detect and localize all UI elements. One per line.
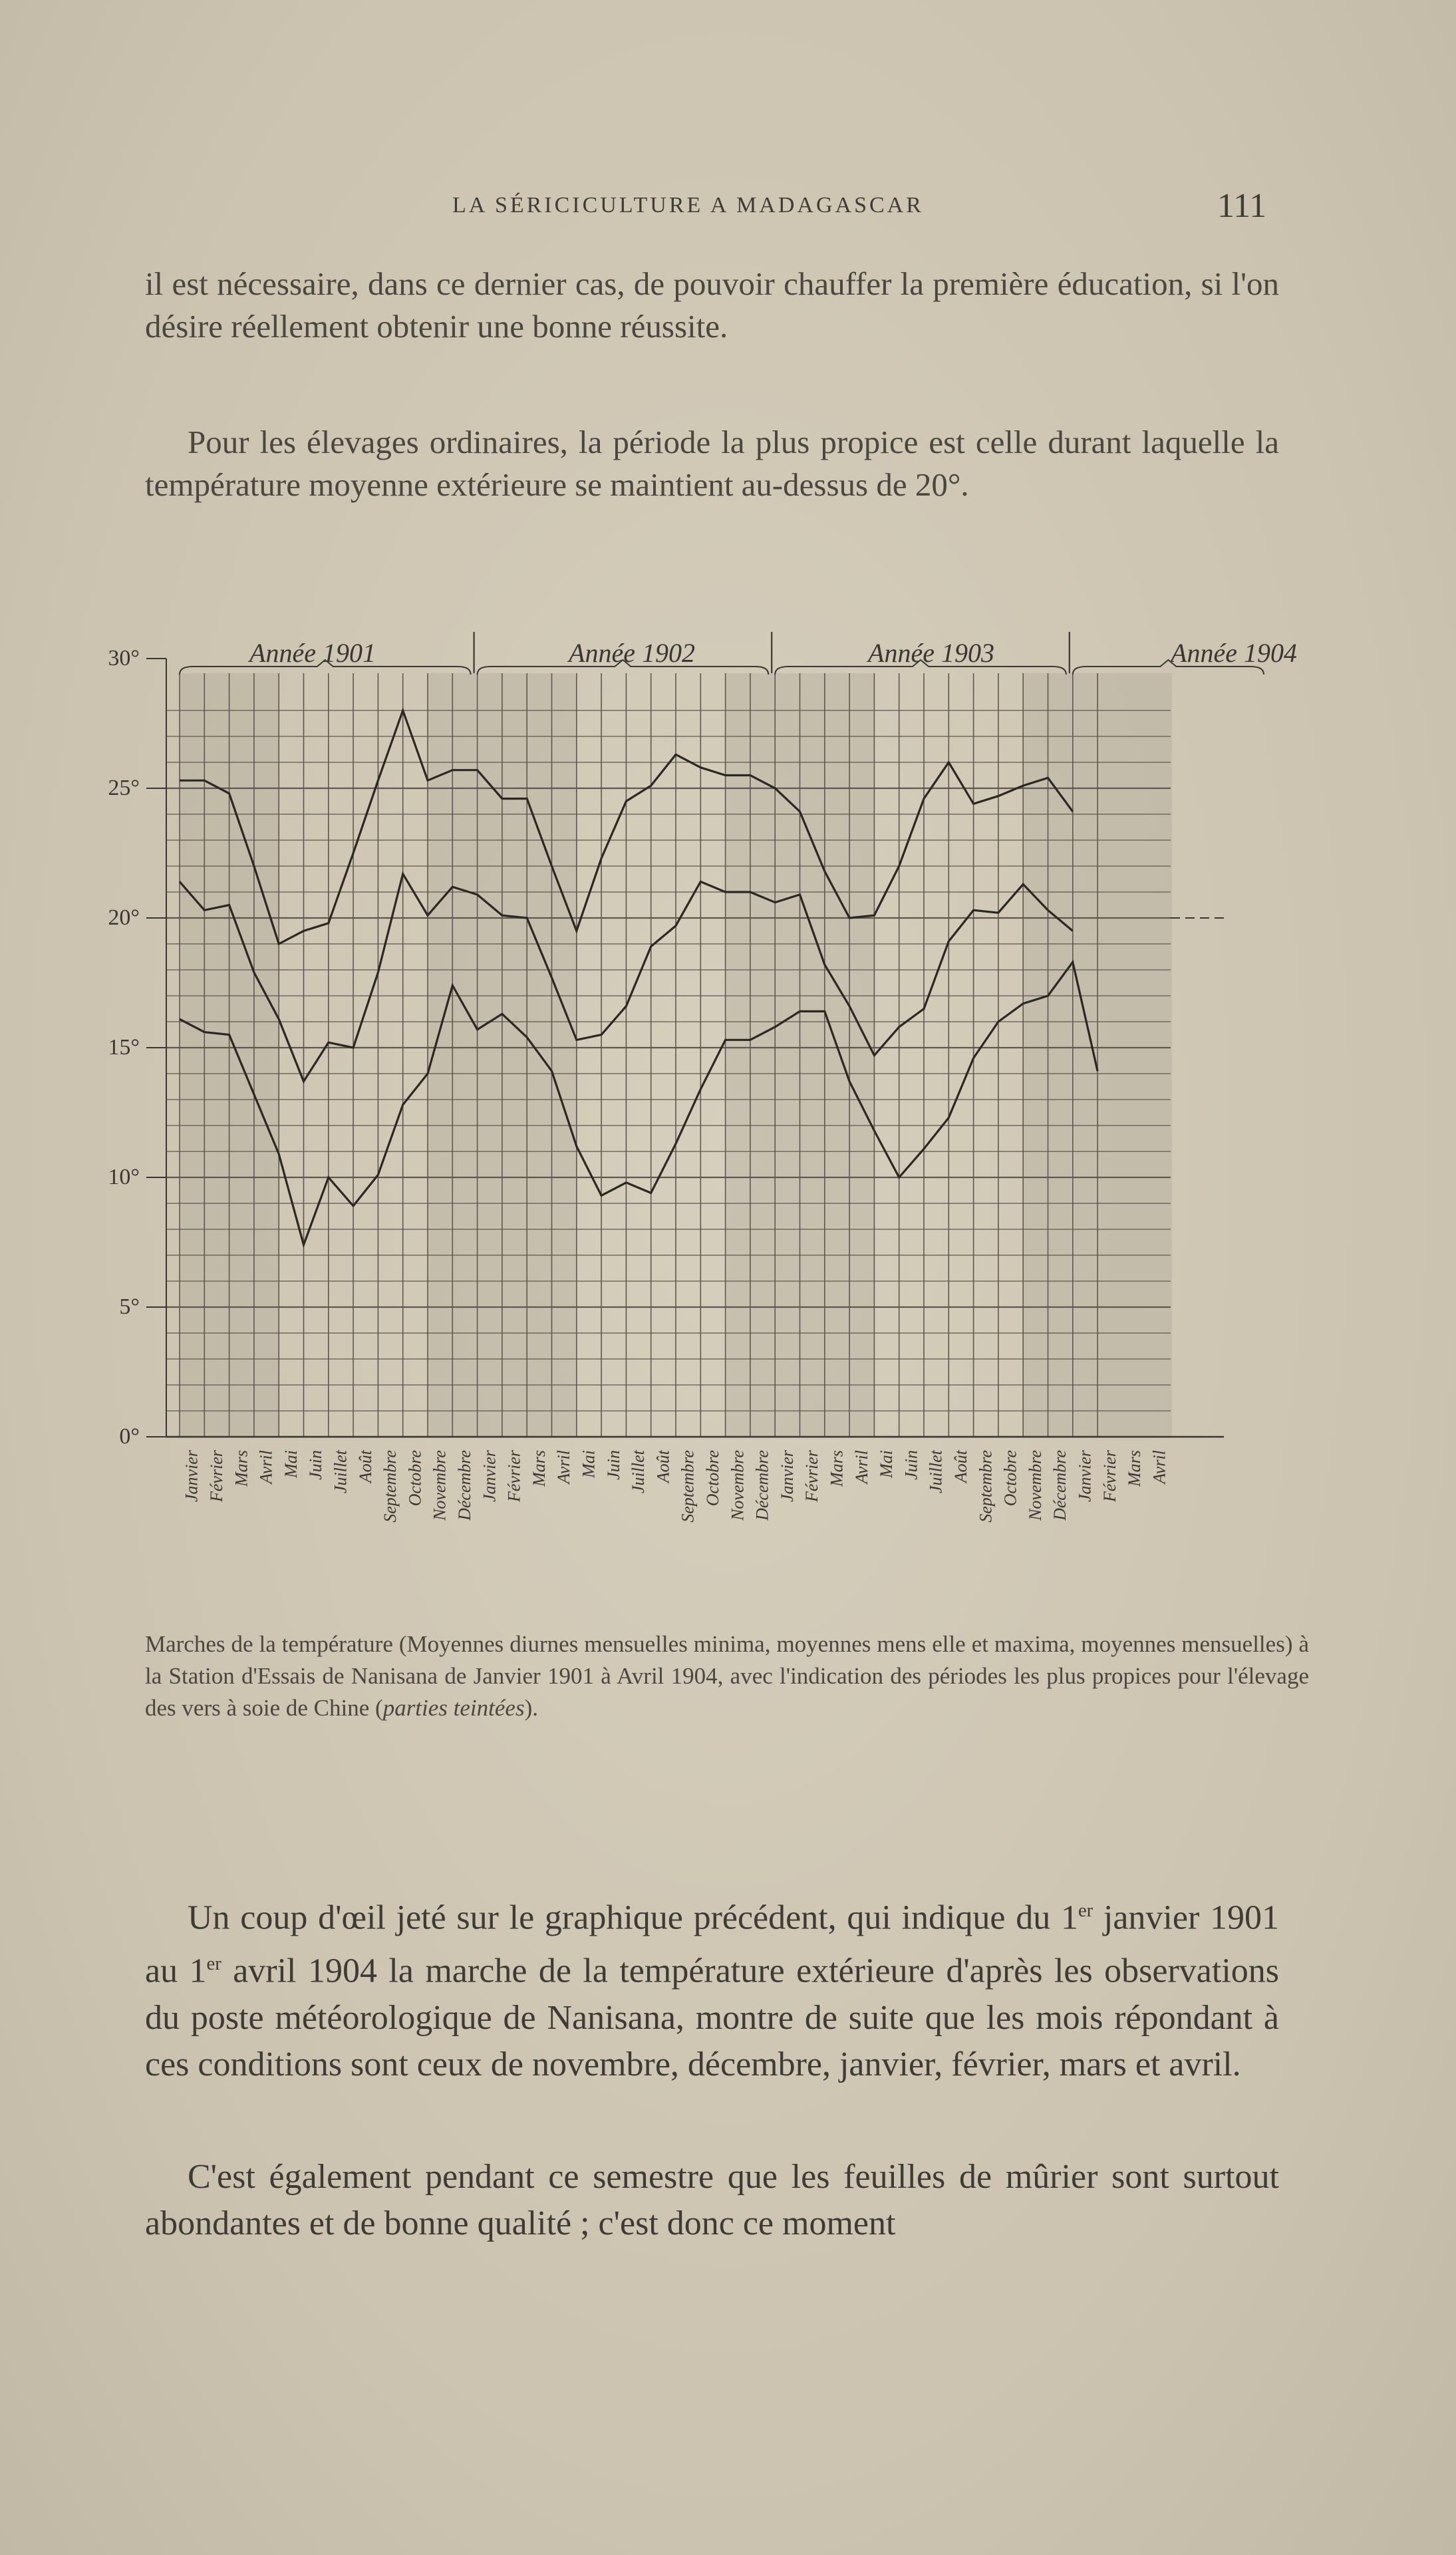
x-tick-label: Novembre xyxy=(728,1450,748,1521)
x-tick-label: Novembre xyxy=(1025,1450,1045,1521)
x-tick-label: Juin xyxy=(603,1450,623,1480)
caption-text: Marches de la température (Moyennes diurnes mensuelles minima, moyennes mens elle et maxima, moyennes mensuelles) à la Station d'Essais de Nanisana de Janvier 1901 à Avril 1904, avec l'indication des périodes les plus propices pour l'élevage des vers à soie de Chine ( xyxy=(145,1631,1309,1721)
x-tick-label: Septembre xyxy=(976,1450,996,1523)
x-tick-label: Novembre xyxy=(430,1450,450,1521)
x-tick-label: Avril xyxy=(851,1450,871,1484)
x-tick-label: Septembre xyxy=(380,1450,400,1523)
temperature-chart xyxy=(0,625,1456,1610)
p1-superscript-1: er xyxy=(1078,1900,1093,1921)
x-tick-label: Juin xyxy=(306,1450,326,1480)
p1-superscript-2: er xyxy=(206,1954,221,1975)
paragraph-continuation: il est nécessaire, dans ce dernier cas, de pouvoir chauffer la première éducation, si l'on désire réellement obtenir une bonne réussite. xyxy=(145,265,1279,345)
p1-part-a: Un coup d'œil jeté sur le graphique précédent, qui indique du 1 xyxy=(188,1898,1078,1937)
caption-italic: parties teintées xyxy=(382,1695,525,1721)
x-tick-label: Janvier xyxy=(777,1450,797,1502)
x-tick-label: Août xyxy=(355,1450,375,1483)
x-tick-label: Mars xyxy=(231,1450,251,1487)
x-tick-label: Février xyxy=(504,1450,524,1502)
x-tick-label: Janvier xyxy=(480,1450,500,1502)
y-tick-label: 15° xyxy=(108,1035,140,1060)
p1-part-c: avril 1904 la marche de la température extérieure d'après les observations du poste météorologique de Nanisana, montre de suite que les mois répondant à ces conditions sont ceux de novembre, décembre, janvier, février, mars et avril. xyxy=(145,1952,1279,2083)
year-label: Année 1904 xyxy=(1171,638,1297,668)
paragraph-coup-doeil xyxy=(145,1888,1279,2088)
caption-end: ). xyxy=(524,1695,538,1721)
x-tick-label: Octobre xyxy=(702,1450,722,1507)
x-tick-label: Mars xyxy=(1125,1450,1145,1487)
x-tick-label: Janvier xyxy=(182,1450,202,1502)
y-tick-label: 25° xyxy=(108,776,140,800)
year-label: Année 1902 xyxy=(569,638,695,668)
y-tick-label: 10° xyxy=(108,1165,140,1189)
x-tick-label: Mars xyxy=(529,1450,549,1487)
x-tick-label: Juin xyxy=(901,1450,921,1480)
series-line-2 xyxy=(180,962,1097,1245)
running-title: LA SÉRICICULTURE A MADAGASCAR xyxy=(452,193,924,218)
x-tick-label: Avril xyxy=(554,1450,574,1484)
figure-caption xyxy=(145,1628,1309,1724)
x-tick-label: Août xyxy=(653,1450,673,1483)
x-tick-label: Mai xyxy=(579,1450,599,1478)
x-tick-label: Juillet xyxy=(926,1450,946,1493)
y-tick-label: 5° xyxy=(119,1294,140,1319)
x-tick-label: Mai xyxy=(281,1450,301,1478)
x-tick-label: Août xyxy=(950,1450,970,1483)
x-tick-label: Avril xyxy=(1149,1450,1169,1484)
x-tick-label: Janvier xyxy=(1075,1450,1095,1502)
x-tick-label: Décembre xyxy=(752,1450,772,1521)
x-tick-label: Septembre xyxy=(678,1450,698,1523)
p1-part-b: janvier 1901 au 1 xyxy=(145,1898,1280,1990)
x-tick-label: Décembre xyxy=(454,1450,474,1521)
x-tick-label: Février xyxy=(802,1450,822,1502)
y-tick-label: 30° xyxy=(108,646,140,671)
page-number: 111 xyxy=(1217,187,1267,225)
paragraph-semestre: C'est également pendant ce semestre que les feuilles de mûrier sont surtout abondantes et de bonne qualité ; c'est donc ce moment xyxy=(145,2158,1279,2242)
x-tick-label: Février xyxy=(1099,1450,1119,1502)
x-tick-label: Mars xyxy=(827,1450,847,1487)
year-label: Année 1901 xyxy=(249,638,376,668)
x-tick-label: Octobre xyxy=(1000,1450,1020,1507)
x-tick-label: Octobre xyxy=(405,1450,425,1507)
x-tick-label: Juillet xyxy=(629,1450,649,1493)
page-header xyxy=(0,187,1456,226)
y-tick-label: 0° xyxy=(119,1424,140,1449)
x-tick-label: Juillet xyxy=(331,1450,351,1493)
year-label: Année 1903 xyxy=(868,638,994,668)
x-tick-label: Février xyxy=(206,1450,226,1502)
paragraph-periode: Pour les élevages ordinaires, la période la plus propice est celle durant laquelle la température moyenne extérieure se maintient au-dessus de 20°. xyxy=(145,424,1279,503)
x-tick-label: Décembre xyxy=(1050,1450,1070,1521)
x-tick-label: Mai xyxy=(877,1450,897,1478)
x-tick-label: Avril xyxy=(256,1450,276,1484)
y-tick-label: 20° xyxy=(108,905,140,930)
